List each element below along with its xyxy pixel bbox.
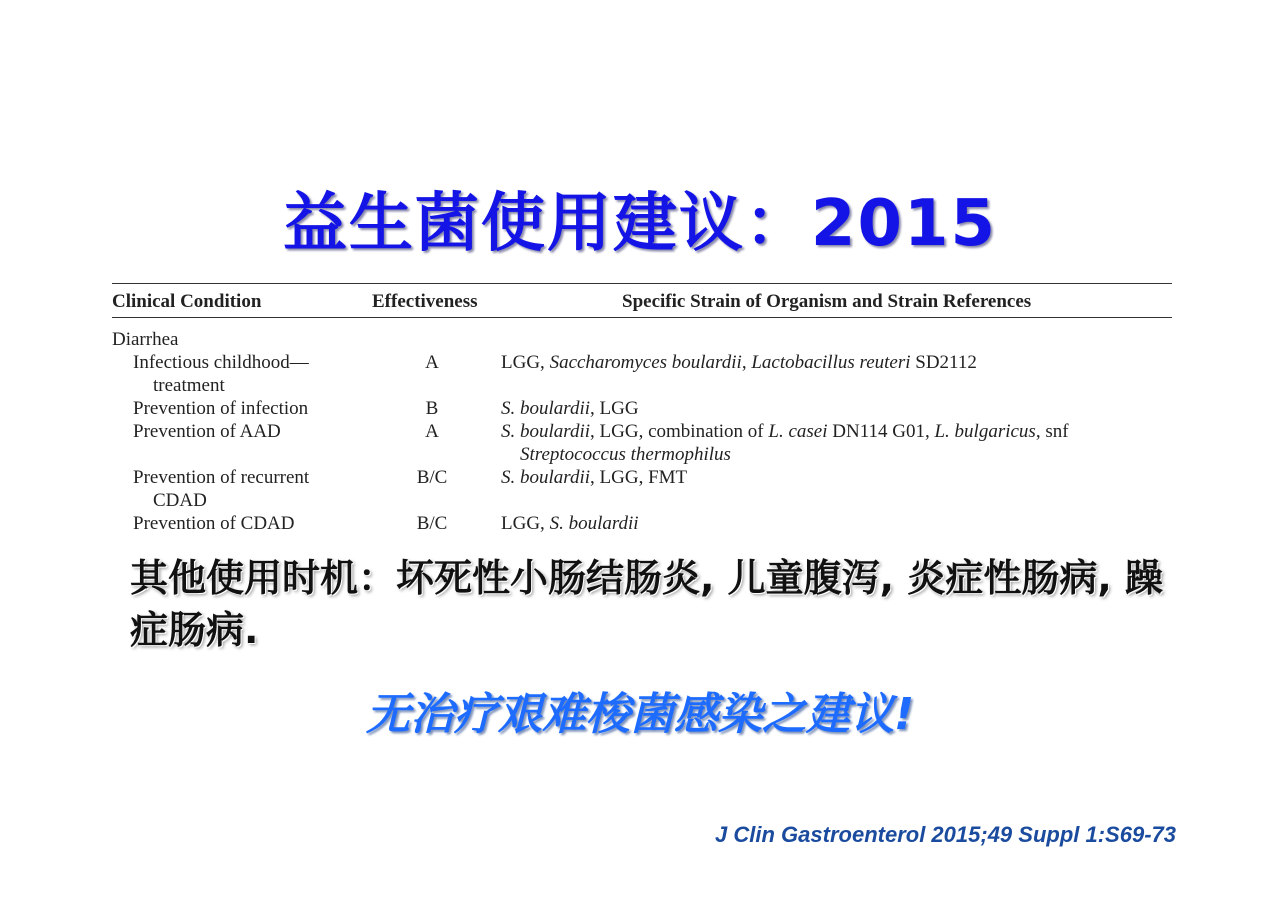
section-label [112,328,1172,351]
effectiveness-cell: B [425,398,439,419]
strain-line: S. boulardii, LGG, FMT [501,467,688,488]
recommendation-table [112,283,1172,535]
strain-line: Streptococcus thermophilus [520,444,731,465]
strain-line: S. boulardii, LGG [501,398,639,419]
condition-cell [133,466,373,512]
table-row [112,512,1172,535]
header-strain: Specific Strain of Organism and Strain References [622,291,1032,312]
strain-cell [501,397,1171,420]
condition-cell: Prevention of infection [133,398,309,419]
table-row [112,351,1172,397]
effectiveness-cell: B/C [416,467,448,488]
other-uses-text: 其他使用时机：坏死性小肠结肠炎, 儿童腹泻, 炎症性肠病, 躁症肠病. [130,556,1163,652]
header-clinical-condition: Clinical Condition [112,291,262,312]
section-diarrhea: Diarrhea [112,329,179,350]
table-header-rule [112,317,1172,318]
table-row [112,466,1172,512]
effectiveness-cell: A [425,421,439,442]
header-effectiveness: Effectiveness [372,291,478,312]
table-row [112,420,1172,466]
condition-line: Infectious childhood— [133,352,309,373]
table-row [112,397,1172,420]
slide-title: 益生菌使用建议：2015 [282,187,998,261]
condition-line: CDAD [153,490,207,511]
journal-reference: J Clin Gastroenterol 2015;49 Suppl 1:S69-73 [715,822,1176,847]
no-recommendation-note: 无治疗艰难梭菌感染之建议! [365,689,915,740]
strain-cell [501,351,1171,374]
strain-line: LGG, Saccharomyces boulardii, Lactobacillus reuteri SD2112 [501,352,977,373]
strain-line: S. boulardii, LGG, combination of L. casei DN114 G01, L. bulgaricus, snf [501,421,1069,442]
condition-cell [133,351,373,397]
table-header [112,284,1172,317]
condition-line: treatment [153,375,225,396]
condition-cell: Prevention of CDAD [133,513,295,534]
strain-line: LGG, S. boulardii [501,513,639,534]
strain-cell [501,512,1171,535]
strain-cell [501,466,1171,489]
effectiveness-cell: A [425,352,439,373]
condition-line: Prevention of recurrent [133,467,310,488]
effectiveness-cell: B/C [416,513,448,534]
condition-cell: Prevention of AAD [133,421,281,442]
strain-cell [501,420,1171,466]
